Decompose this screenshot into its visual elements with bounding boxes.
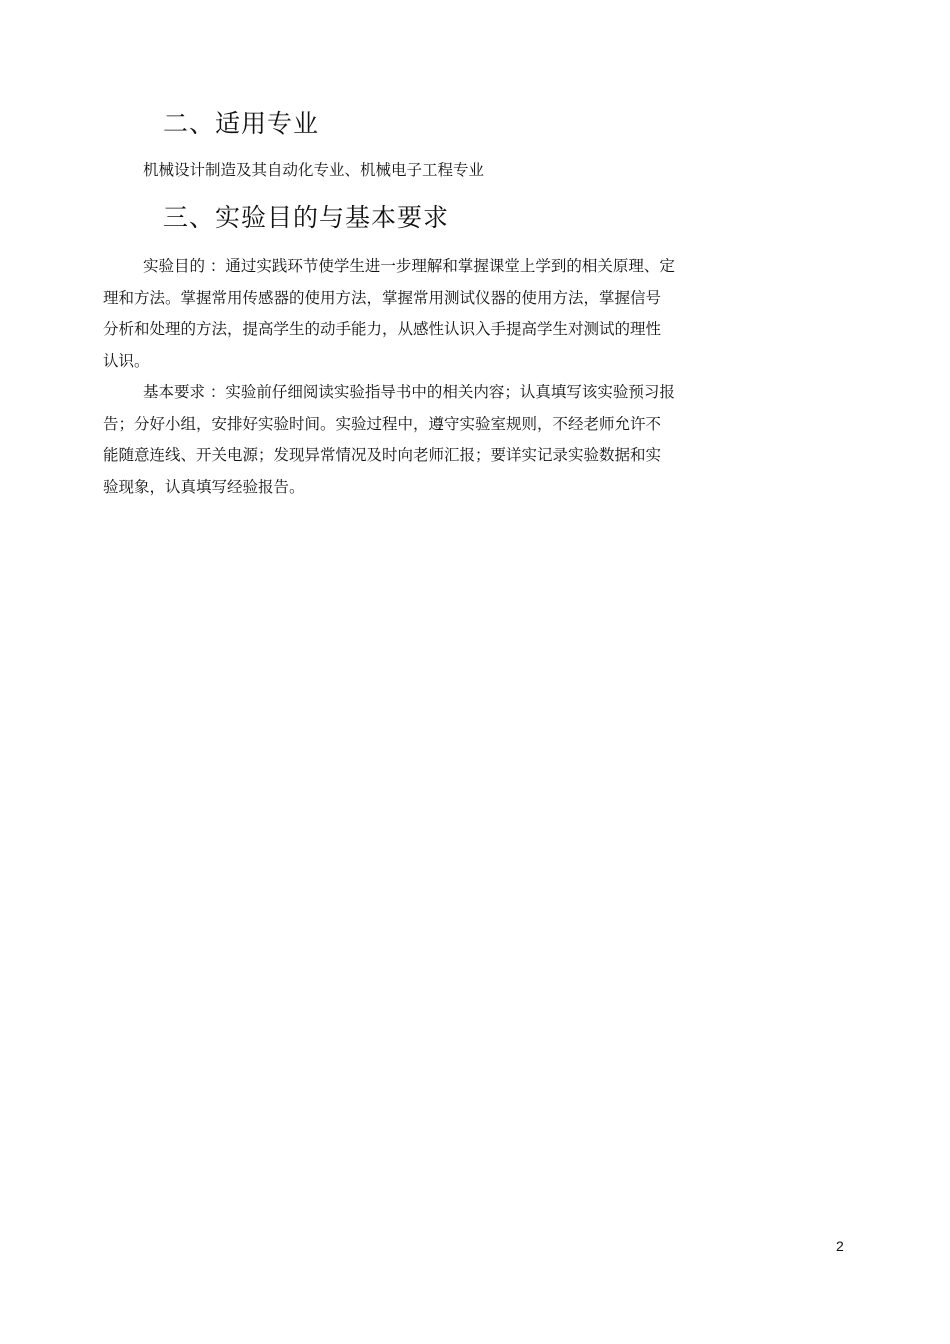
section-heading-applicable-majors: 二、适用专业 xyxy=(163,109,320,138)
applicable-majors-text: 机械设计制造及其自动化专业、机械电子工程专业 xyxy=(143,161,485,179)
purpose-line: 理和方法。掌握常用传感器的使用方法，掌握常用测试仪器的使用方法，掌握信号 xyxy=(103,288,662,307)
page-number: 2 xyxy=(836,1238,844,1254)
purpose-line: 实验目的 ：通过实践环节使学生进一步理解和掌握课堂上学到的相关原理、定 xyxy=(143,257,675,275)
section-heading-purpose-requirements: 三、实验目的与基本要求 xyxy=(163,203,450,232)
requirement-line: 告；分好小组，安排好实验时间。实验过程中，遵守实验室规则，不经老师允许不 xyxy=(103,414,662,433)
requirement-line: 验现象，认真填写经验报告。 xyxy=(103,477,305,496)
requirement-line: 能随意连线、开关电源；发现异常情况及时向老师汇报；要详实记录实验数据和实 xyxy=(103,446,662,464)
purpose-paragraph xyxy=(103,255,763,381)
purpose-line: 认识。 xyxy=(103,351,150,370)
requirement-line: 基本要求 ：实验前仔细阅读实验指导书中的相关内容；认真填写该实验预习报 xyxy=(143,383,675,401)
purpose-line: 分析和处理的方法，提高学生的动手能力，从感性认识入手提高学生对测试的理性 xyxy=(103,320,662,338)
requirements-paragraph xyxy=(103,381,763,507)
